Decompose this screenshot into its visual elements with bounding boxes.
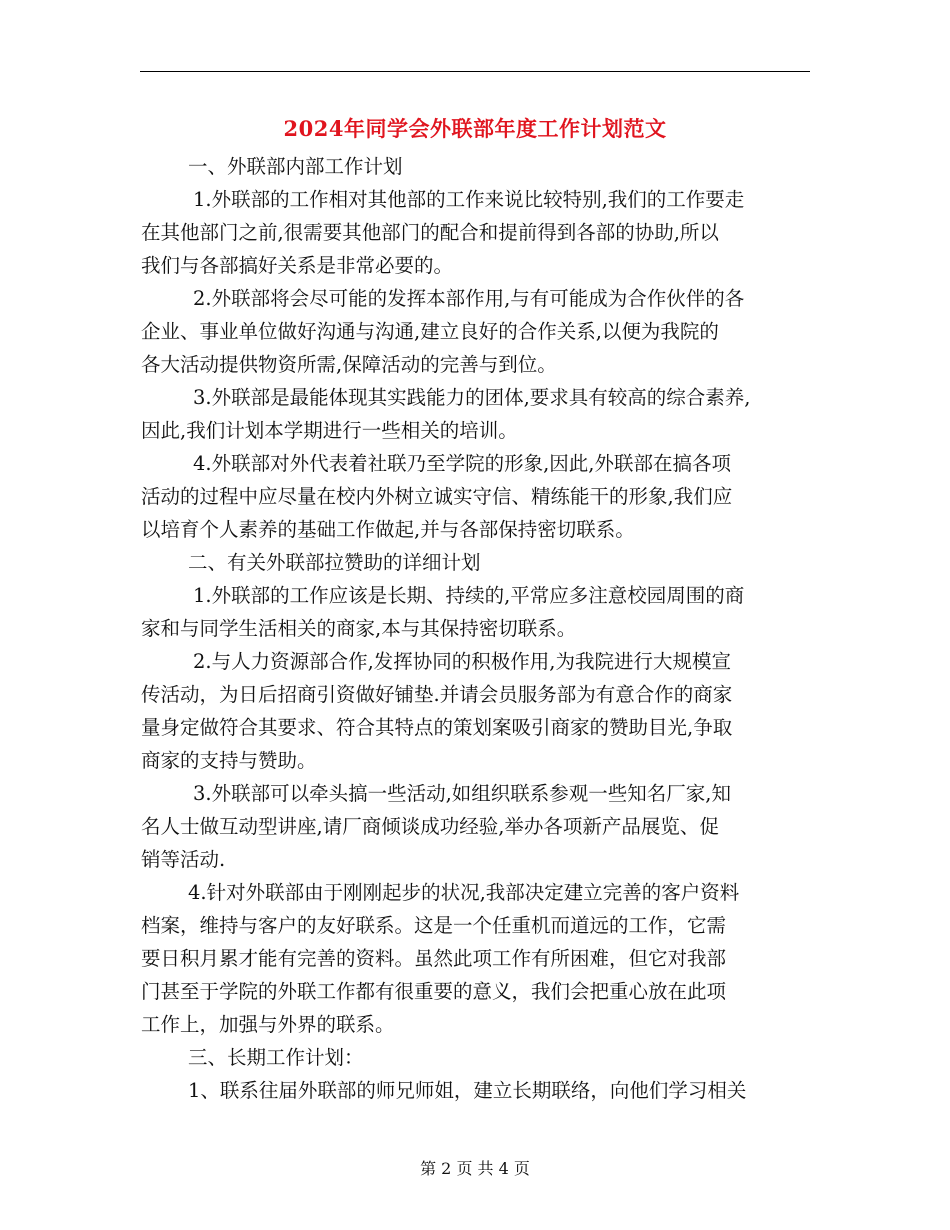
header-rule (140, 71, 810, 72)
section-heading: 二、有关外联部拉赞助的详细计划 (188, 551, 481, 574)
paragraph-line: 4.针对外联部由于刚刚起步的状况,我部决定建立完善的客户资料 (188, 881, 740, 904)
paragraph-line: 量身定做符合其要求、符合其特点的策划案吸引商家的赞助目光,争取 (141, 716, 733, 739)
paragraph-line: 1.外联部的工作应该是长期、持续的,平常应多注意校园周围的商 (193, 584, 745, 607)
paragraph-line: 活动的过程中应尽量在校内外树立诚实守信、精练能干的形象,我们应 (141, 485, 733, 508)
paragraph-line: 工作上，加强与外界的联系。 (141, 1013, 395, 1036)
section-heading: 三、长期工作计划： (188, 1046, 364, 1069)
paragraph-line: 档案，维持与客户的友好联系。这是一个任重机而道远的工作，它需 (141, 914, 727, 937)
paragraph-line: 1、联系往届外联部的师兄师姐，建立长期联络，向他们学习相关 (188, 1079, 747, 1102)
paragraph-line: 我们与各部搞好关系是非常必要的。 (141, 254, 454, 277)
paragraph-line: 名人士做互动型讲座,请厂商倾谈成功经验,举办各项新产品展览、促 (141, 815, 719, 838)
paragraph-line: 以培育个人素养的基础工作做起,并与各部保持密切联系。 (141, 518, 635, 541)
paragraph-line: 企业、事业单位做好沟通与沟通,建立良好的合作关系,以便为我院的 (141, 320, 719, 343)
paragraph-line: 销等活动. (141, 848, 226, 871)
paragraph-line: 在其他部门之前,很需要其他部门的配合和提前得到各部的协助,所以 (141, 221, 719, 244)
page-number-footer: 第 2 页 共 4 页 (420, 1159, 530, 1178)
paragraph-line: 商家的支持与赞助。 (141, 749, 317, 772)
paragraph-line: 要日积月累才能有完善的资料。虽然此项工作有所困难，但它对我部 (141, 947, 727, 970)
section-heading: 一、外联部内部工作计划 (188, 155, 403, 178)
paragraph-line: 传活动，为日后招商引资做好铺垫.并请会员服务部为有意合作的商家 (141, 683, 733, 706)
paragraph-line: 各大活动提供物资所需,保障活动的完善与到位。 (141, 353, 557, 376)
paragraph-line: 3.外联部可以牵头搞一些活动,如组织联系参观一些知名厂家,知 (193, 782, 732, 805)
paragraph-line: 家和与同学生活相关的商家,本与其保持密切联系。 (141, 617, 577, 640)
paragraph-line: 因此,我们计划本学期进行一些相关的培训。 (141, 419, 518, 442)
document-title: 2024年同学会外联部年度工作计划范文 (283, 116, 667, 141)
paragraph-line: 门甚至于学院的外联工作都有很重要的意义，我们会把重心放在此项 (141, 980, 727, 1003)
paragraph-line: 4.外联部对外代表着社联乃至学院的形象,因此,外联部在搞各项 (193, 452, 732, 475)
paragraph-line: 2.与人力资源部合作,发挥协同的积极作用,为我院进行大规模宣 (193, 650, 732, 673)
paragraph-line: 2.外联部将会尽可能的发挥本部作用,与有可能成为合作伙伴的各 (193, 287, 745, 310)
paragraph-line: 1.外联部的工作相对其他部的工作来说比较特别,我们的工作要走 (193, 188, 745, 211)
paragraph-line: 3.外联部是最能体现其实践能力的团体,要求具有较高的综合素养, (193, 386, 751, 409)
